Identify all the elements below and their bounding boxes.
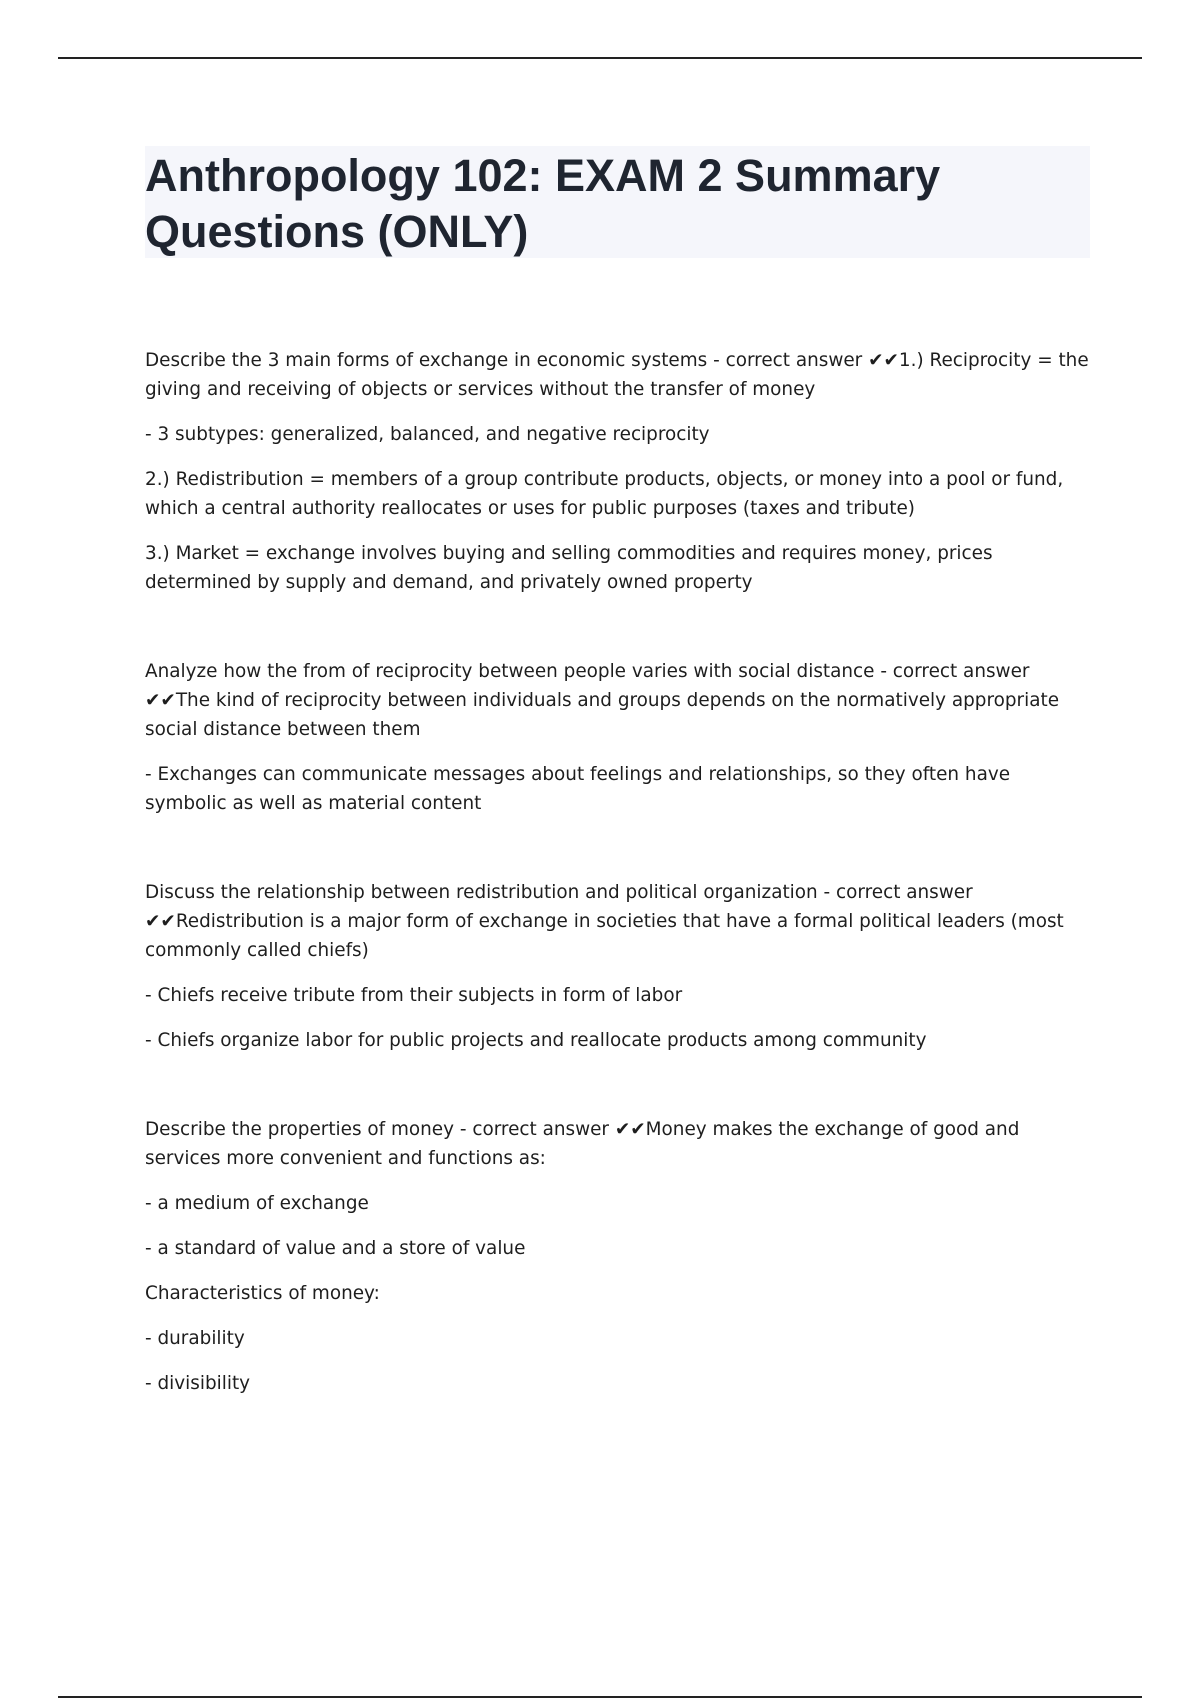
answer-separator: - correct answer <box>817 882 973 903</box>
bottom-rule <box>58 1696 1142 1698</box>
answer-detail: - a medium of exchange <box>145 1193 369 1214</box>
answer-detail: Characteristics of money: <box>145 1283 380 1304</box>
question-text: Describe the 3 main forms of exchange in economic systems <box>145 350 708 371</box>
check-icon: ✔✔ <box>145 690 176 711</box>
qa-answer-line <box>145 657 1090 744</box>
qa-item <box>145 878 1090 1055</box>
document-body <box>145 346 1090 1414</box>
answer-detail: - Exchanges can communicate messages about feelings and relationships, so they often have symbolic as well as material content <box>145 764 1011 814</box>
question-text: Describe the properties of money <box>145 1119 454 1140</box>
qa-answer-line <box>145 346 1090 404</box>
answer-detail: 2.) Redistribution = members of a group contribute products, objects, or money into a pool or fund, which a central authority reallocates or uses for public purposes (taxes and tribute) <box>145 469 1064 519</box>
answer-detail: - Chiefs receive tribute from their subjects in form of labor <box>145 985 683 1006</box>
answer-detail: - durability <box>145 1328 245 1349</box>
answer-text: Money makes the exchange of good and services more convenient and functions as: <box>145 1119 1020 1169</box>
document-title: Anthropology 102: EXAM 2 Summary Questions (ONLY) <box>145 150 941 257</box>
question-text: Analyze how the from of reciprocity between people varies with social distance <box>145 661 875 682</box>
answer-detail: - Chiefs organize labor for public projects and reallocate products among community <box>145 1030 927 1051</box>
qa-answer-line <box>145 878 1090 965</box>
answer-detail: - 3 subtypes: generalized, balanced, and negative reciprocity <box>145 424 710 445</box>
answer-detail: 3.) Market = exchange involves buying and selling commodities and requires money, prices determined by supply and demand, and privately owned property <box>145 543 993 593</box>
qa-item <box>145 657 1090 818</box>
answer-text: Redistribution is a major form of exchange in societies that have a formal political leaders (most commonly called chiefs) <box>145 911 1064 961</box>
check-icon: ✔✔ <box>614 1119 646 1140</box>
question-text: Discuss the relationship between redistribution and political organization <box>145 882 818 903</box>
check-icon: ✔✔ <box>145 911 176 932</box>
answer-separator: - correct answer <box>707 350 869 371</box>
answer-separator: - correct answer <box>874 661 1030 682</box>
answer-detail: - divisibility <box>145 1373 251 1394</box>
answer-separator: - correct answer <box>454 1119 615 1140</box>
qa-item <box>145 1115 1090 1398</box>
answer-text: The kind of reciprocity between individuals and groups depends on the normatively appropriate social distance between them <box>145 690 1060 740</box>
qa-item <box>145 346 1090 597</box>
top-rule <box>58 57 1142 59</box>
check-icon: ✔✔ <box>868 350 899 371</box>
qa-answer-line <box>145 1115 1090 1173</box>
answer-text: 1.) Reciprocity = the giving and receiving of objects or services without the transfer of money <box>145 350 1089 400</box>
answer-detail: - a standard of value and a store of value <box>145 1238 526 1259</box>
